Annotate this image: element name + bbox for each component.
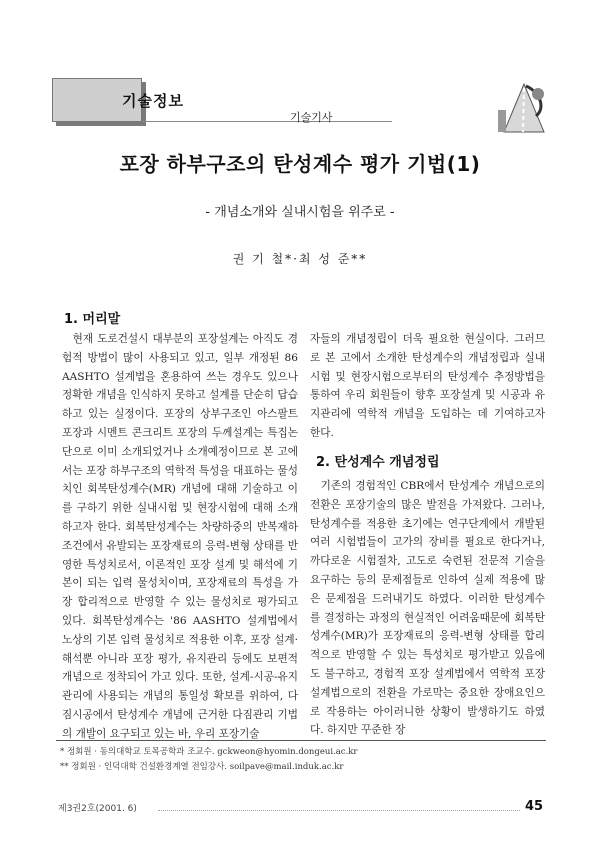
issue-label: 제3권2호(2001. 6): [58, 804, 137, 814]
article-title: 포장 하부구조의 탄성계수 평가 기법(1): [119, 152, 481, 176]
concept-paragraph: 기존의 경험적인 CBR에서 탄성계수 개념으로의 전환은 포장기술의 많은 발전을 가져왔다. 그러나, 탄성계수를 적용한 초기에는 연구단계에서 개발된 여러 시험법들이 고가의 장비를 필요로 한다거나, 까다로운 시험절차, 고도로 숙련된 전문적 기술을 요구하는 등의 문제점들로 인하여 실제 적용에 많은 문제점을 드러내기도 하였다. 이러한 탄성계수를 결정하는 과정의 현실적인 어려움때문에 회복탄성계수(MR)가 포장재료의 응력-변형 상태를 합리적으로 반영할 수 있는 특성치로 평가받고 있음에도 불구하고, 경험적 포장 설계법에서 역학적 포장 설계법으로의 전환을 가로막는 중요한 장애요인으로 작용하는 아이러니한 상황이 발생하기도 하였다. 하지만 꾸준한 장: [310, 480, 545, 737]
category-label: 기술정보: [122, 92, 184, 110]
subcategory-label: 기술기사: [290, 111, 333, 124]
footer-dotted-rule: [158, 810, 520, 811]
intro-continuation-column: [310, 330, 545, 443]
header-rule: [142, 121, 392, 122]
footnote-divider: [56, 740, 546, 741]
page-number: 45: [525, 799, 544, 814]
authors: 권 기 철*·최 성 준**: [232, 252, 368, 266]
section-header: [52, 78, 522, 128]
footnote-1: * 정회원 · 동의대학교 토목공학과 조교수. gckweon@hyomin.dongeui.ac.kr: [60, 747, 358, 757]
footnote-2: ** 정회원 · 인덕대학 건설환경계열 전임강사. soilpave@mail.induk.ac.kr: [60, 762, 344, 772]
intro-column: [62, 330, 298, 744]
intro-continuation: 자들의 개념정립이 더욱 필요한 현실이다. 그러므로 본 고에서 소개한 탄성계수의 개념정립과 실내시험 및 현장시험으로부터의 탄성계수 추정방법을 통하여 우리 회원들이 향후 포장설계 및 시공과 유지관리에 역학적 개념을 도입하는 데 기여하고자 한다.: [310, 333, 545, 439]
intro-paragraph: 현재 도로건설시 대부분의 포장설계는 아직도 경험적 방법이 많이 사용되고 있고, 일부 개정된 86 AASHTO 설계법을 혼용하여 쓰는 경우도 있으나 정확한 개념을 인식하지 못하고 설계를 단순히 답습하고 있는 실정이다. 포장의 상부구조인 아스팔트 포장과 시멘트 콘크리트 포장의 두께설계는 특집논단으로 이미 소개되었거나 소개예정이므로 본 고에서는 포장 하부구조의 역학적 특성을 대표하는 물성치인 회복탄성계수(MR) 개념에 대해 기술하고 이를 구하기 위한 실내시험 및 현장시험에 대해 소개하고자 한다. 회복탄성계수는 차량하중의 반복재하 조건에서 유발되는 포장재료의 응력-변형 상태를 반영한 특성치로서, 이론적인 포장 설계 및 해석에 기본이 되는 입력 물성치이며, 포장재료의 특성을 가장 합리적으로 반영할 수 있는 물성치로 평가되고 있다. 회복탄성계수는 '86 AASHTO 설계법에서 노상의 기본 입력 물성치로 적용한 이후, 포장 설계·해석뿐 아니라 포장 평가, 유지관리 등에도 보편적 개념으로 정착되어 가고 있다. 또한, 설계-시공-유지관리에 사용되는 개념의 통일성 확보를 위하여, 다짐시공에서 탄성계수 개념에 근거한 다짐관리 기법의 개발이 요구되고 있는 바, 우리 포장기술: [62, 333, 298, 740]
concept-column: [310, 477, 545, 740]
section-heading-concept: 2. 탄성계수 개념정립: [316, 455, 440, 470]
road-logo-icon: [496, 82, 552, 134]
section-heading-intro: 1. 머리말: [64, 312, 121, 327]
article-subtitle: - 개념소개와 실내시험을 위주로 -: [205, 205, 395, 220]
